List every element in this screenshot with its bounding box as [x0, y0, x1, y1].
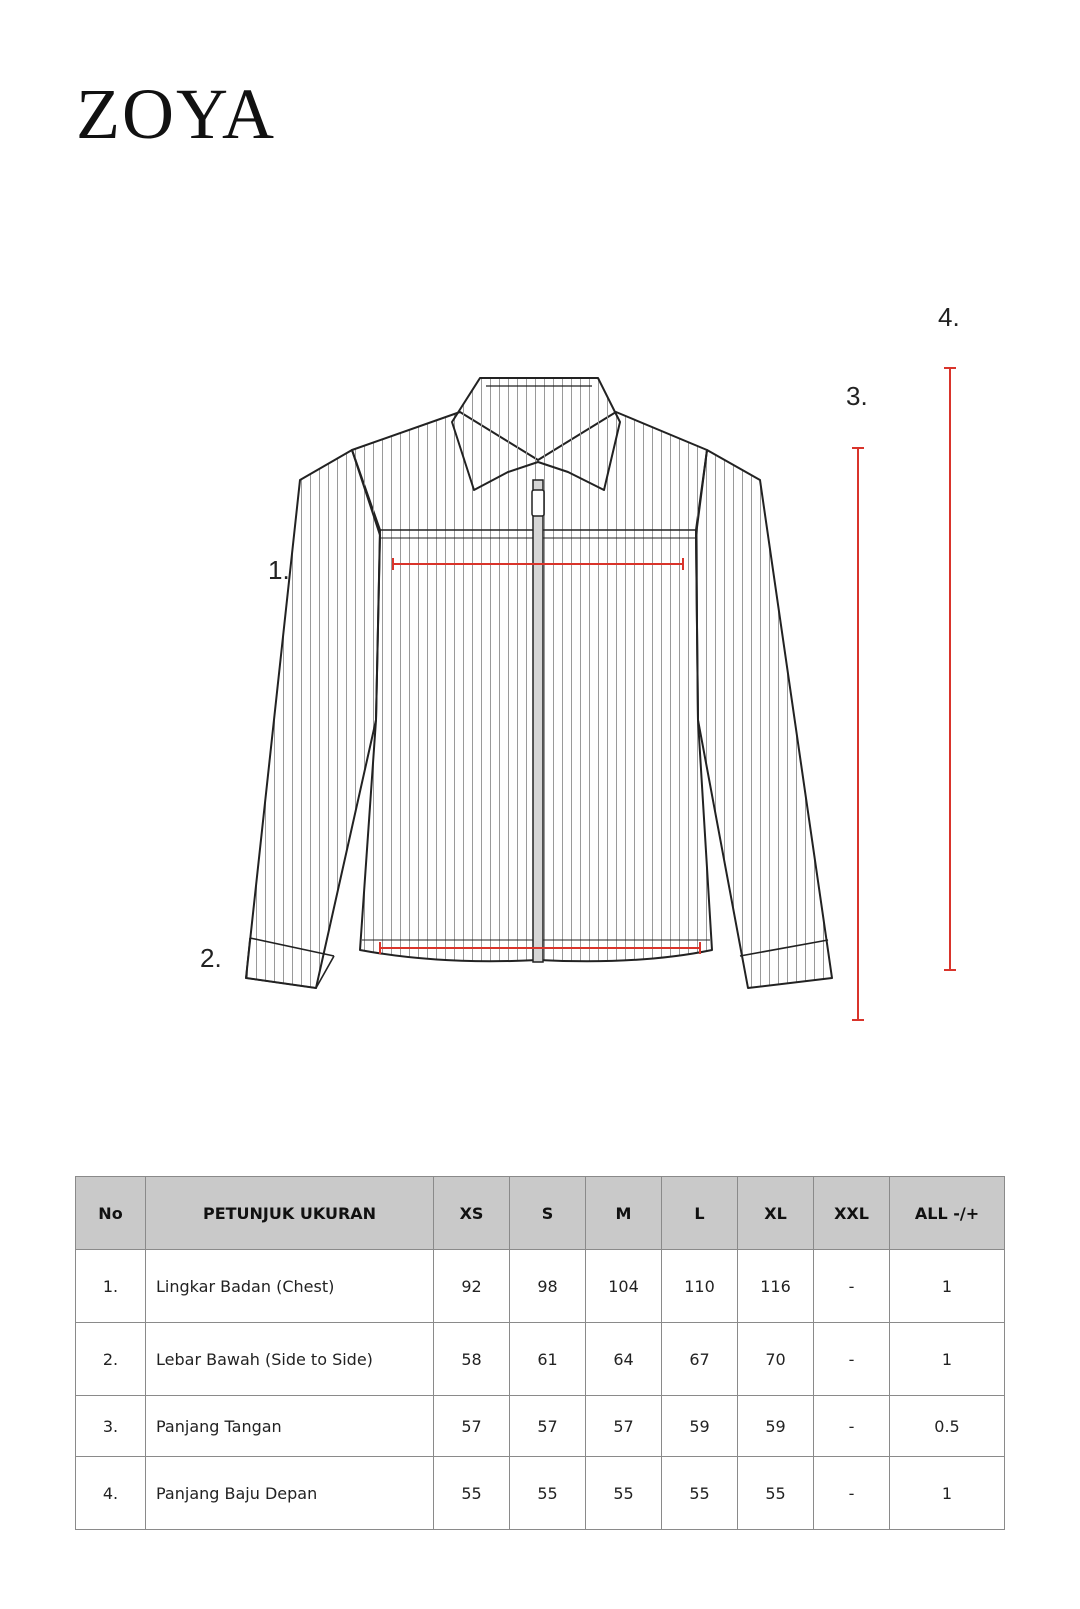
header-l: L: [662, 1177, 738, 1250]
table-row: [76, 1250, 1005, 1323]
table-row: [76, 1323, 1005, 1396]
cell-no: 2.: [76, 1323, 146, 1396]
marker-3: 3.: [846, 381, 868, 411]
cell-no: 4.: [76, 1457, 146, 1530]
cell-l: 67: [662, 1323, 738, 1396]
cell-xxl: -: [814, 1250, 890, 1323]
header-m: M: [586, 1177, 662, 1250]
zipper: [532, 480, 544, 962]
cell-s: 61: [510, 1323, 586, 1396]
cell-guide: Lebar Bawah (Side to Side): [146, 1323, 434, 1396]
header-xl: XL: [738, 1177, 814, 1250]
cell-xs: 58: [434, 1323, 510, 1396]
left-sleeve: [246, 450, 380, 988]
marker-4: 4.: [938, 302, 960, 332]
cell-xxl: -: [814, 1396, 890, 1457]
cell-no: 3.: [76, 1396, 146, 1457]
brand-logo: ZOYA: [76, 74, 276, 154]
cell-m: 104: [586, 1250, 662, 1323]
measure-line-sleeve: [852, 448, 864, 1020]
cell-guide: Panjang Baju Depan: [146, 1457, 434, 1530]
cell-s: 55: [510, 1457, 586, 1530]
size-chart-table: [75, 1176, 1005, 1530]
cell-l: 59: [662, 1396, 738, 1457]
cell-xxl: -: [814, 1457, 890, 1530]
cell-tolerance: 0.5: [890, 1396, 1005, 1457]
cell-guide: Lingkar Badan (Chest): [146, 1250, 434, 1323]
right-sleeve: [696, 450, 832, 988]
header-tolerance: ALL -/+: [890, 1177, 1005, 1250]
cell-tolerance: 1: [890, 1323, 1005, 1396]
cell-tolerance: 1: [890, 1457, 1005, 1530]
cell-l: 55: [662, 1457, 738, 1530]
header-guide: PETUNJUK UKURAN: [146, 1177, 434, 1250]
cell-s: 98: [510, 1250, 586, 1323]
cell-xl: 116: [738, 1250, 814, 1323]
header-no: No: [76, 1177, 146, 1250]
jacket-diagram: [0, 290, 1080, 1070]
cell-xl: 55: [738, 1457, 814, 1530]
cell-l: 110: [662, 1250, 738, 1323]
cell-tolerance: 1: [890, 1250, 1005, 1323]
table-row: [76, 1457, 1005, 1530]
cell-xxl: -: [814, 1323, 890, 1396]
header-xs: XS: [434, 1177, 510, 1250]
cell-xs: 92: [434, 1250, 510, 1323]
marker-1: 1.: [268, 555, 290, 585]
measure-line-length: [944, 368, 956, 970]
header-xxl: XXL: [814, 1177, 890, 1250]
cell-m: 64: [586, 1323, 662, 1396]
cell-no: 1.: [76, 1250, 146, 1323]
cell-s: 57: [510, 1396, 586, 1457]
cell-xs: 55: [434, 1457, 510, 1530]
header-s: S: [510, 1177, 586, 1250]
table-header-row: [76, 1177, 1005, 1250]
cell-xs: 57: [434, 1396, 510, 1457]
cell-xl: 70: [738, 1323, 814, 1396]
cell-xl: 59: [738, 1396, 814, 1457]
cell-guide: Panjang Tangan: [146, 1396, 434, 1457]
cell-m: 57: [586, 1396, 662, 1457]
table-row: [76, 1396, 1005, 1457]
marker-2: 2.: [200, 943, 222, 973]
cell-m: 55: [586, 1457, 662, 1530]
